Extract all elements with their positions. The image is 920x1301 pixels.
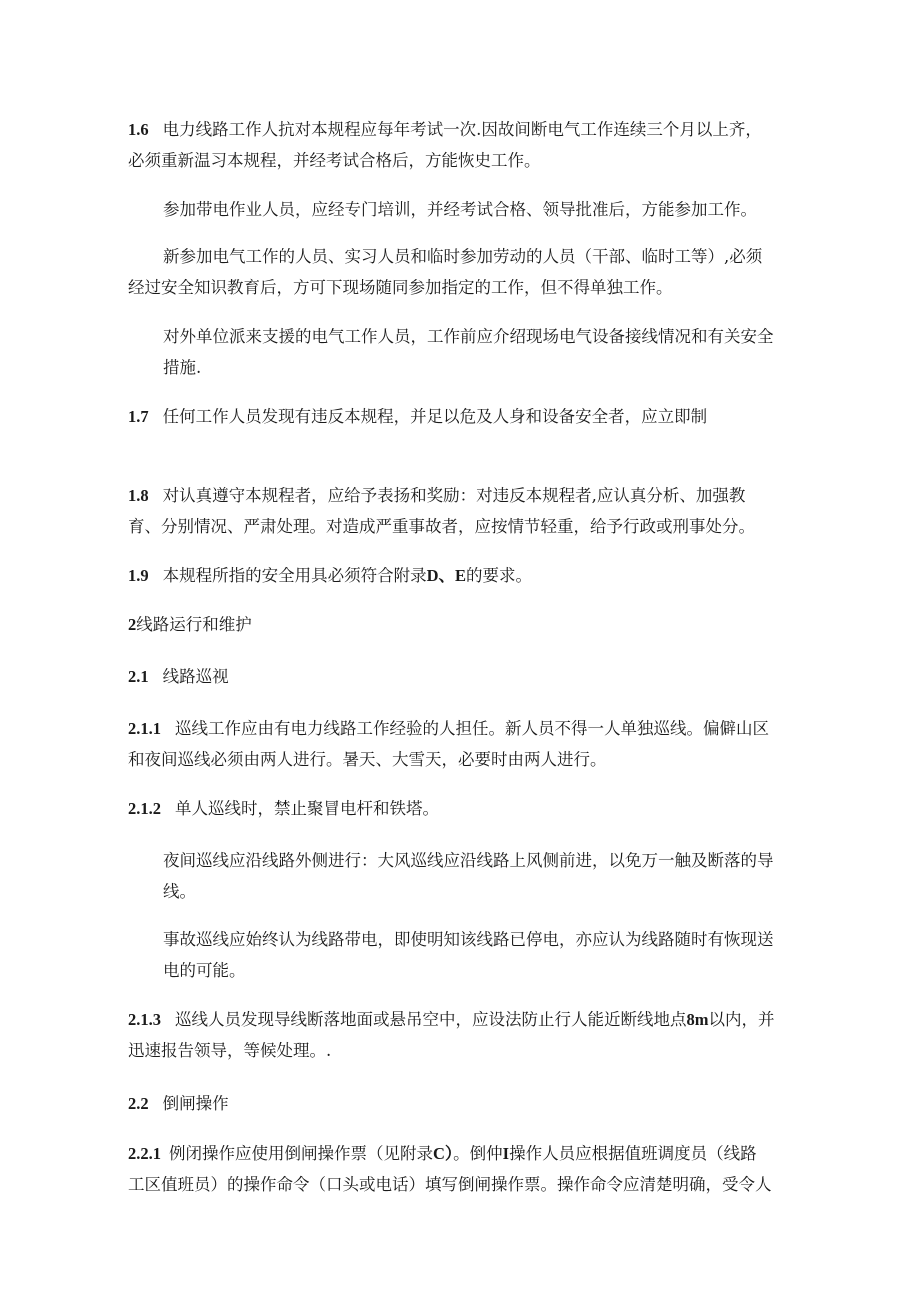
clause-number: 2.1.3: [128, 1010, 161, 1029]
paragraph-1-8: [128, 480, 796, 542]
text-line: 对认真遵守本规程者，应给予表扬和奖励：对违反本规程者,应认真分析、加强教: [162, 486, 746, 505]
clause-number: 1.8: [128, 486, 149, 505]
text-line: 电力线路工作人抗对本规程应每年考试一次.因故间断电气工作连续三个月以上齐，: [162, 120, 762, 139]
text-line: 巡线工作应由有电力线路工作经验的人担任。新人员不得一人单独巡线。偏僻山区: [175, 719, 769, 738]
paragraph-1-7: [128, 401, 796, 432]
inline-letter: I: [502, 1144, 510, 1163]
section-number: 2: [128, 615, 137, 634]
heading-2-2: [128, 1088, 796, 1119]
text-line: 必须重新温习本规程，并经考试合格后，方能恢史工作。: [128, 151, 541, 170]
paragraph-2-2-1: [128, 1138, 796, 1200]
clause-number: 2.1.1: [128, 719, 161, 738]
text-line: 育、分别情况、严肃处理。对造成严重事故者，应按情节轻重，给予行政或刑事处分。: [128, 517, 755, 536]
text-line: 任何工作人员发现有违反本规程，并足以危及人身和设备安全者，应立即制: [162, 407, 708, 426]
paragraph-live-work: [128, 194, 796, 225]
text-line: 参加带电作业人员，应经专门培训，并经考试合格、领导批准后，方能参加工作。: [163, 200, 757, 219]
clause-number: 1.9: [128, 566, 149, 585]
paragraph-new-staff: [128, 241, 796, 303]
section-heading-2: [128, 609, 796, 640]
clause-number: 2.2: [128, 1094, 149, 1113]
heading-2-1: [128, 661, 796, 692]
text-line: 夜间巡线应沿线路外侧进行：大风巡线应沿线路上风侧前进，以免万一触及断落的导: [163, 851, 774, 870]
text-line: 以内，并: [708, 1010, 775, 1029]
paragraph-2-1-2: [128, 793, 796, 824]
text-line: 迅速报告领导，等候处理。.: [128, 1041, 332, 1060]
distance-value: 8m: [686, 1010, 709, 1029]
text-line: 单人巡线时，禁止聚冒电杆和铁塔。: [175, 799, 439, 818]
text-line: 巡线人员发现导线断落地面或悬吊空中，应设法防止行人能近断线地点: [175, 1010, 687, 1029]
clause-number: 2.1.2: [128, 799, 161, 818]
text-line: 例闭操作应使用倒闸操作票（见附录: [169, 1144, 433, 1163]
paragraph-night-patrol: [128, 845, 796, 907]
clause-number: 2.2.1: [128, 1144, 161, 1163]
text-line: 事故巡线应始终认为线路带电，即使明知该线路已停电，亦应认为线路随时有恢现送: [163, 930, 774, 949]
heading-title: 倒闸操作: [162, 1094, 229, 1113]
text-line: 。倒仲: [453, 1144, 503, 1163]
paragraph-2-1-3: [128, 1004, 796, 1066]
text-line: 经过安全知识教育后，方可下现场随同参加指定的工作，但不得单独工作。: [128, 278, 673, 297]
text-line: 措施.: [163, 358, 202, 377]
clause-number: 1.7: [128, 407, 149, 426]
paragraph-external-staff: [128, 321, 796, 383]
text-line: 电的可能。: [163, 961, 246, 980]
text-line: 的要求。: [466, 566, 533, 585]
clause-number: 1.6: [128, 120, 149, 139]
section-title: 线路运行和维护: [136, 615, 252, 634]
heading-title: 线路巡视: [162, 667, 229, 686]
text-line: 新参加电气工作的人员、实习人员和临时参加劳动的人员（干部、临时工等）,必须: [163, 247, 763, 266]
text-line: 操作人员应根据值班调度员（线路: [509, 1144, 757, 1163]
text-line: 和夜间巡线必须由两人进行。暑天、大雪天，必要时由两人进行。: [128, 750, 607, 769]
paragraph-1-6: [128, 114, 796, 176]
paragraph-1-9: [128, 560, 796, 591]
paragraph-accident-patrol: [128, 924, 796, 986]
text-line: 对外单位派来支援的电气工作人员，工作前应介绍现场电气设备接线情况和有关安全: [163, 327, 774, 346]
text-line: 本规程所指的安全用具必须符合附录: [162, 566, 427, 585]
text-line: 线。: [163, 882, 196, 901]
clause-number: 2.1: [128, 667, 149, 686]
paragraph-2-1-1: [128, 713, 796, 775]
text-line: 工区值班员）的操作命令（口头或电话）填写倒闸操作票。操作命令应清楚明确，受令人: [128, 1175, 772, 1194]
appendix-ref: C）: [433, 1144, 454, 1163]
appendix-ref: D、E: [426, 566, 467, 585]
